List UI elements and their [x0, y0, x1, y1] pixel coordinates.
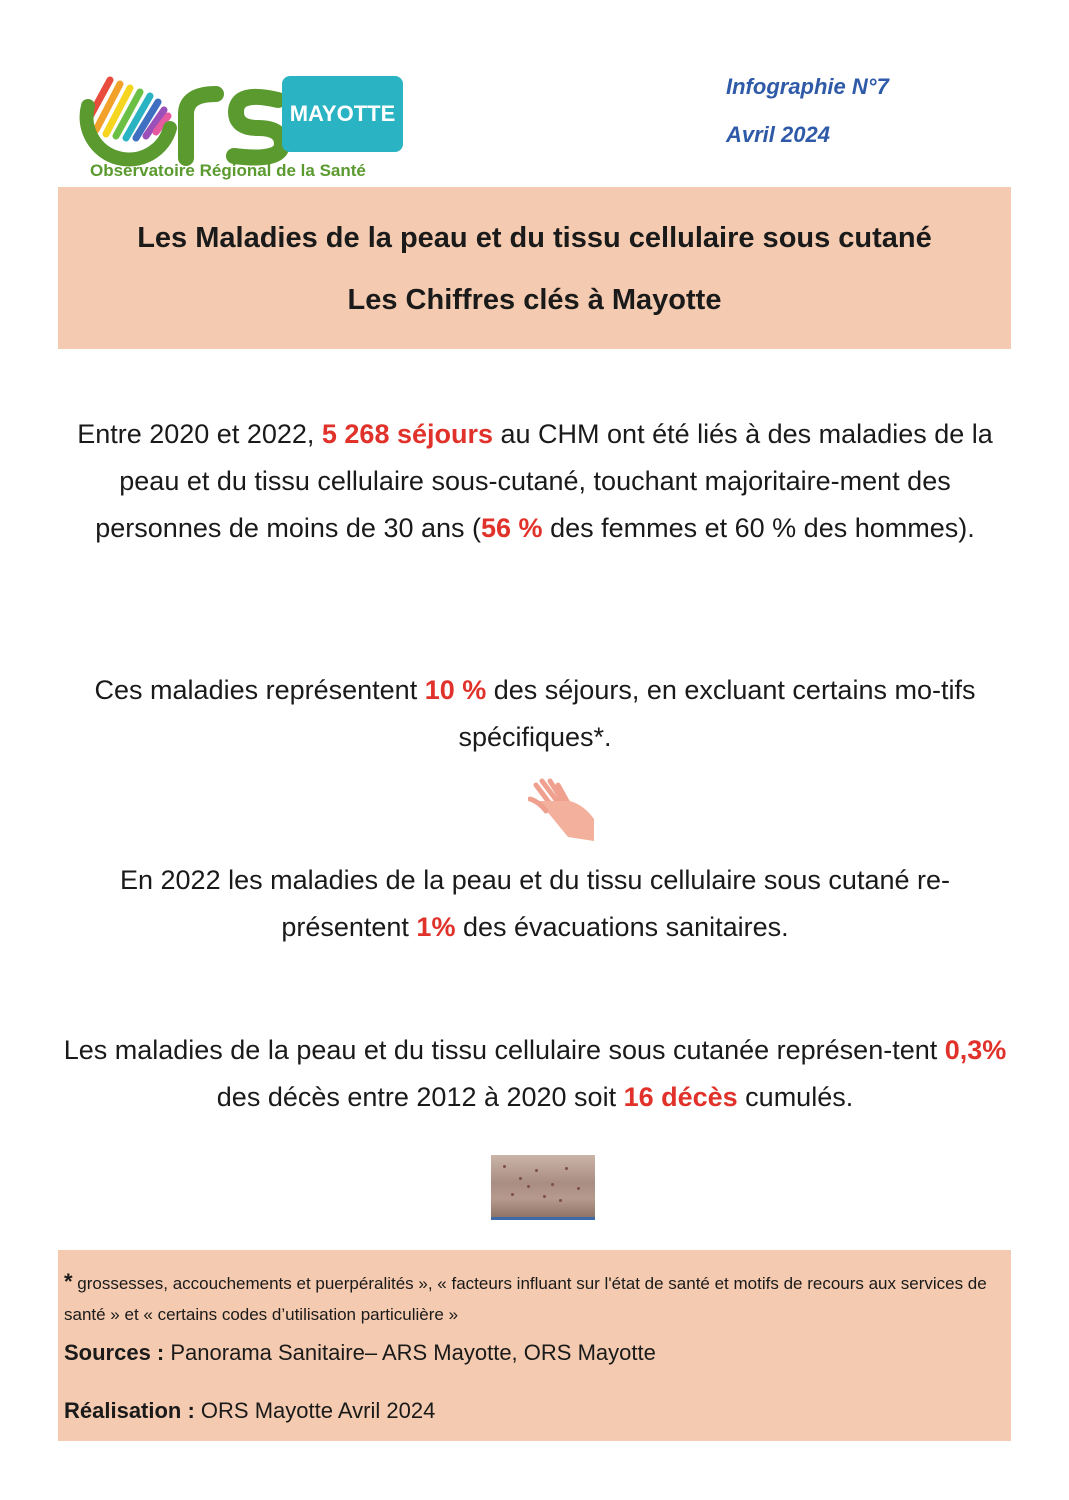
- sources-label: Sources :: [64, 1340, 165, 1365]
- paragraph-evasan: [60, 857, 1010, 951]
- p1-highlight-femmes: 56 %: [481, 513, 543, 543]
- title-band: [58, 187, 1011, 349]
- footer-band: [58, 1250, 1011, 1441]
- p4-text-1: Les maladies de la peau et du tissu cellulaire sous cutanée représen-tent: [63, 1035, 945, 1065]
- infographie-number: Infographie N°7: [726, 74, 889, 99]
- p3-text-2: des évacuations sanitaires.: [455, 912, 789, 942]
- footnote: [64, 1266, 994, 1330]
- skin-rash-photo: [491, 1155, 595, 1220]
- paragraph-part-sejours: [60, 667, 1010, 761]
- sources-line: [64, 1340, 656, 1366]
- page-title: Les Maladies de la peau et du tissu cellulaire sous cutané: [137, 222, 932, 254]
- paragraph-deces: [60, 1027, 1010, 1121]
- p2-text-2: des séjours, en excluant certains mo-tifs spécifiques*.: [458, 675, 976, 752]
- p1-text-2: au CHM ont été liés à des maladies de la peau et du tissu cellulaire sous-cutané, touchant majoritaire-ment des personnes de moins de 30 ans (: [95, 419, 993, 543]
- p4-text-2: des décès entre 2012 à 2020 soit: [216, 1082, 624, 1112]
- hand-icon: [528, 775, 598, 845]
- p1-highlight-sejours: 5 268 séjours: [321, 419, 494, 449]
- p2-highlight: 10 %: [424, 675, 487, 705]
- footnote-text: grossesses, accouchements et puerpéralités », « facteurs influant sur l'état de santé et motifs de recours aux services de santé » et « certains codes d’utilisation particulière »: [64, 1274, 987, 1324]
- p1-text-1: Entre 2020 et 2022,: [77, 419, 322, 449]
- paragraph-sejours: [60, 411, 1010, 552]
- realisation-label: Réalisation :: [64, 1398, 195, 1423]
- p4-highlight-taux: 0,3%: [944, 1035, 1007, 1065]
- footnote-star: *: [64, 1269, 73, 1294]
- p1-text-3: des femmes et 60 % des hommes).: [542, 513, 975, 543]
- sources-value: Panorama Sanitaire– ARS Mayotte, ORS Mayotte: [164, 1340, 656, 1365]
- realisation-value: ORS Mayotte Avril 2024: [194, 1398, 436, 1423]
- p3-highlight: 1%: [416, 912, 456, 942]
- logo-subtitle: Observatoire Régional de la Santé: [90, 161, 366, 180]
- p3-text-1: En 2022 les maladies de la peau et du tissu cellulaire sous cutané re-présentent: [120, 865, 950, 942]
- logo-region-badge: MAYOTTE: [282, 76, 403, 152]
- page-subtitle: Les Chiffres clés à Mayotte: [347, 284, 722, 316]
- p4-highlight-deces: 16 décès: [623, 1082, 738, 1112]
- realisation-line: [64, 1398, 435, 1424]
- p4-text-3: cumulés.: [737, 1082, 854, 1112]
- p2-text-1: Ces maladies représentent: [94, 675, 425, 705]
- publication-date: Avril 2024: [726, 122, 830, 147]
